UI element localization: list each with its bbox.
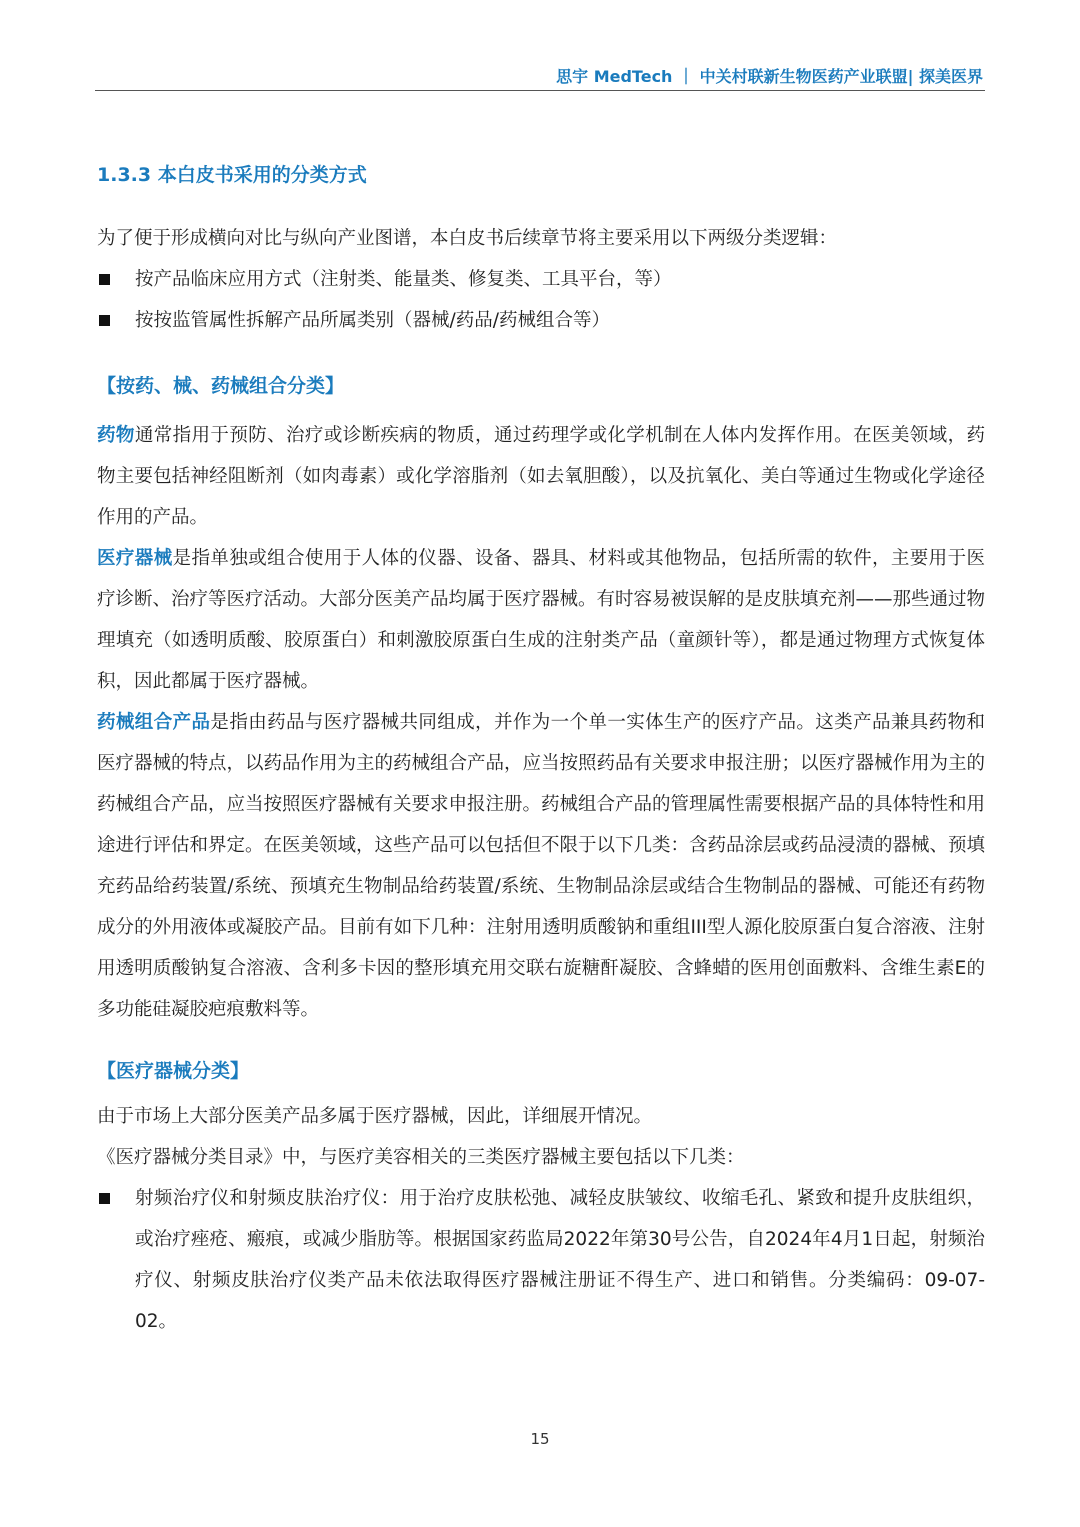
paragraph-combo	[97, 702, 985, 1030]
list-item-text: 按按监管属性拆解产品所属类别（器械/药品/药械组合等）	[135, 310, 610, 331]
paragraph-device	[97, 538, 985, 702]
list-item	[97, 259, 985, 300]
page-content	[97, 160, 985, 1342]
square-bullet-icon	[99, 1193, 110, 1204]
list-item	[97, 300, 985, 341]
term-combo: 药械组合产品	[97, 712, 211, 733]
header-title: 思宇 MedTech ｜ 中关村联新生物医药产业联盟| 探美医界	[556, 67, 983, 86]
paragraph-drug	[97, 415, 985, 538]
page-header	[95, 62, 985, 91]
list-item-text: 按产品临床应用方式（注射类、能量类、修复类、工具平台，等）	[135, 269, 672, 290]
subheading-device-class: 【医疗器械分类】	[97, 1060, 250, 1082]
paragraph-combo-text: 是指由药品与医疗器械共同组成，并作为一个单一实体生产的医疗产品。这类产品兼具药物和医疗器械的特点，以药品作用为主的药械组合产品，应当按照药品有关要求申报注册；以医疗器械作用为主的药械组合产品，应当按照医疗器械有关要求申报注册。药械组合产品的管理属性需要根据产品的具体特性和用途进行评估和界定。在医美领域，这些产品可以包括但不限于以下几类：含药品涂层或药品浸渍的器械、预填充药品给药装置/系统、预填充生物制品给药装置/系统、生物制品涂层或结合生物制品的器械、可能还有药物成分的外用液体或凝胶产品。目前有如下几种：注射用透明质酸钠和重组III型人源化胶原蛋白复合溶液、注射用透明质酸钠复合溶液、含利多卡因的整形填充用交联右旋糖酐凝胶、含蜂蜡的医用创面敷料、含维生素E的多功能硅凝胶疤痕敷料等。	[97, 712, 986, 1020]
square-bullet-icon	[99, 315, 110, 326]
section-intro: 为了便于形成横向对比与纵向产业图谱，本白皮书后续章节将主要采用以下两级分类逻辑：	[97, 228, 838, 249]
paragraph-device-text: 是指单独或组合使用于人体的仪器、设备、器具、材料或其他物品，包括所需的软件，主要用于医疗诊断、治疗等医疗活动。大部分医美产品均属于医疗器械。有时容易被误解的是皮肤填充剂——那些通过物理填充（如透明质酸、胶原蛋白）和刺激胶原蛋白生成的注射类产品（童颜针等），都是通过物理方式恢复体积，因此都属于医疗器械。	[97, 548, 986, 692]
square-bullet-icon	[99, 274, 110, 285]
device-class-line1: 由于市场上大部分医美产品多属于医疗器械，因此，详细展开情况。	[97, 1106, 653, 1127]
term-drug: 药物	[97, 425, 135, 446]
paragraph-drug-text: 通常指用于预防、治疗或诊断疾病的物质，通过药理学或化学机制在人体内发挥作用。在医美领域，药物主要包括神经阻断剂（如肉毒素）或化学溶脂剂（如去氧胆酸），以及抗氧化、美白等通过生物或化学途径作用的产品。	[97, 425, 985, 528]
term-device: 医疗器械	[97, 548, 173, 569]
section-heading: 1.3.3 本白皮书采用的分类方式	[97, 164, 367, 186]
list-item-text: 射频治疗仪和射频皮肤治疗仪：用于治疗皮肤松弛、减轻皮肤皱纹、收缩毛孔、紧致和提升皮肤组织，或治疗痤疮、瘢痕，或减少脂肪等。根据国家药监局2022年第30号公告，自2024年4月1日起，射频治疗仪、射频皮肤治疗仪类产品未依法取得医疗器械注册证不得生产、进口和销售。分类编码：09-07-02。	[135, 1188, 985, 1332]
device-class-line2: 《医疗器械分类目录》中，与医疗美容相关的三类医疗器械主要包括以下几类：	[97, 1147, 745, 1168]
list-item	[97, 1178, 985, 1342]
subheading-drug-device: 【按药、械、药械组合分类】	[97, 375, 345, 397]
page-number: 15	[530, 1430, 550, 1448]
